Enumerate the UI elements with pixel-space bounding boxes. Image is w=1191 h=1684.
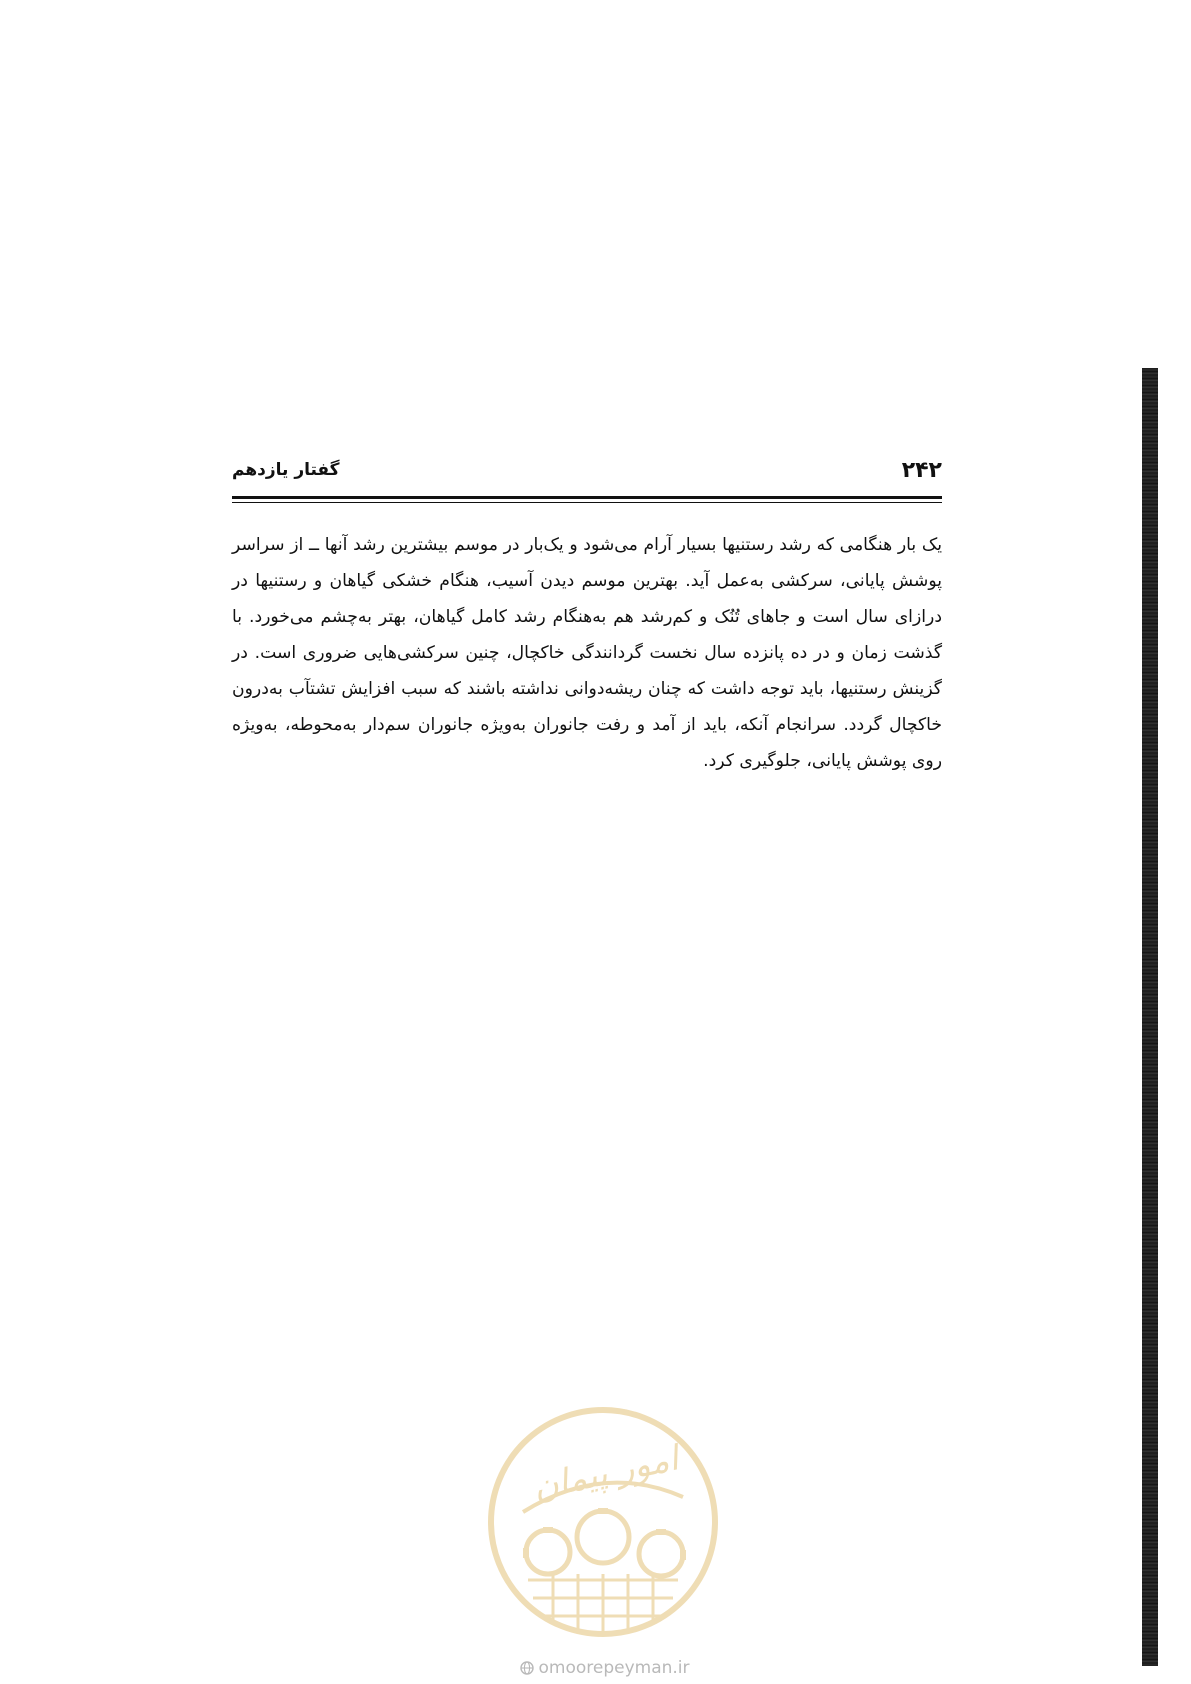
scan-edge-strip (1142, 368, 1158, 1666)
header-rule-thin (232, 502, 942, 503)
watermark-url (490, 1658, 720, 1678)
header-rule-thick (232, 496, 942, 499)
globe-icon (520, 1661, 534, 1675)
page-number: ۲۴۲ (901, 458, 942, 483)
watermark-url-text: omoorepeyman.ir (538, 1658, 690, 1678)
page-content (232, 456, 942, 779)
watermark-logo (483, 1402, 723, 1642)
body-paragraph: یک بار هنگامی که رشد رستنیها بسیار آرام می‌شود و یک‌بار در موسم بیشترین رشد آنها ــ از سراسر پوشش پایانی، سرکشی به‌عمل آید. بهترین موسم دیدن آسیب، هنگام خشکی گیاهان و رستنیها در درازای سال است و جاهای تُنُک و کم‌رشد هم به‌هنگام رشد کامل گیاهان، بهتر به‌چشم می‌خورد. با گذشت زمان و در ده پانزده سال نخست گردانندگی خاکچال، چنین سرکشی‌هایی ضروری است. در گزینش رستنیها، باید توجه داشت که چنان ریشه‌دوانی نداشته باشند که سبب افزایش تشتآب به‌درون خاکچال گردد. سرانجام آنکه، باید از آمد و رفت جانوران به‌ویژه جانوران سم‌دار به‌محوطه، به‌ویژه روی پوشش پایانی، جلوگیری کرد. (232, 535, 942, 771)
watermark-logo-text: امور پیمان (529, 1438, 682, 1509)
running-head (232, 456, 942, 496)
chapter-title: گفتار یازدهم (232, 460, 340, 480)
